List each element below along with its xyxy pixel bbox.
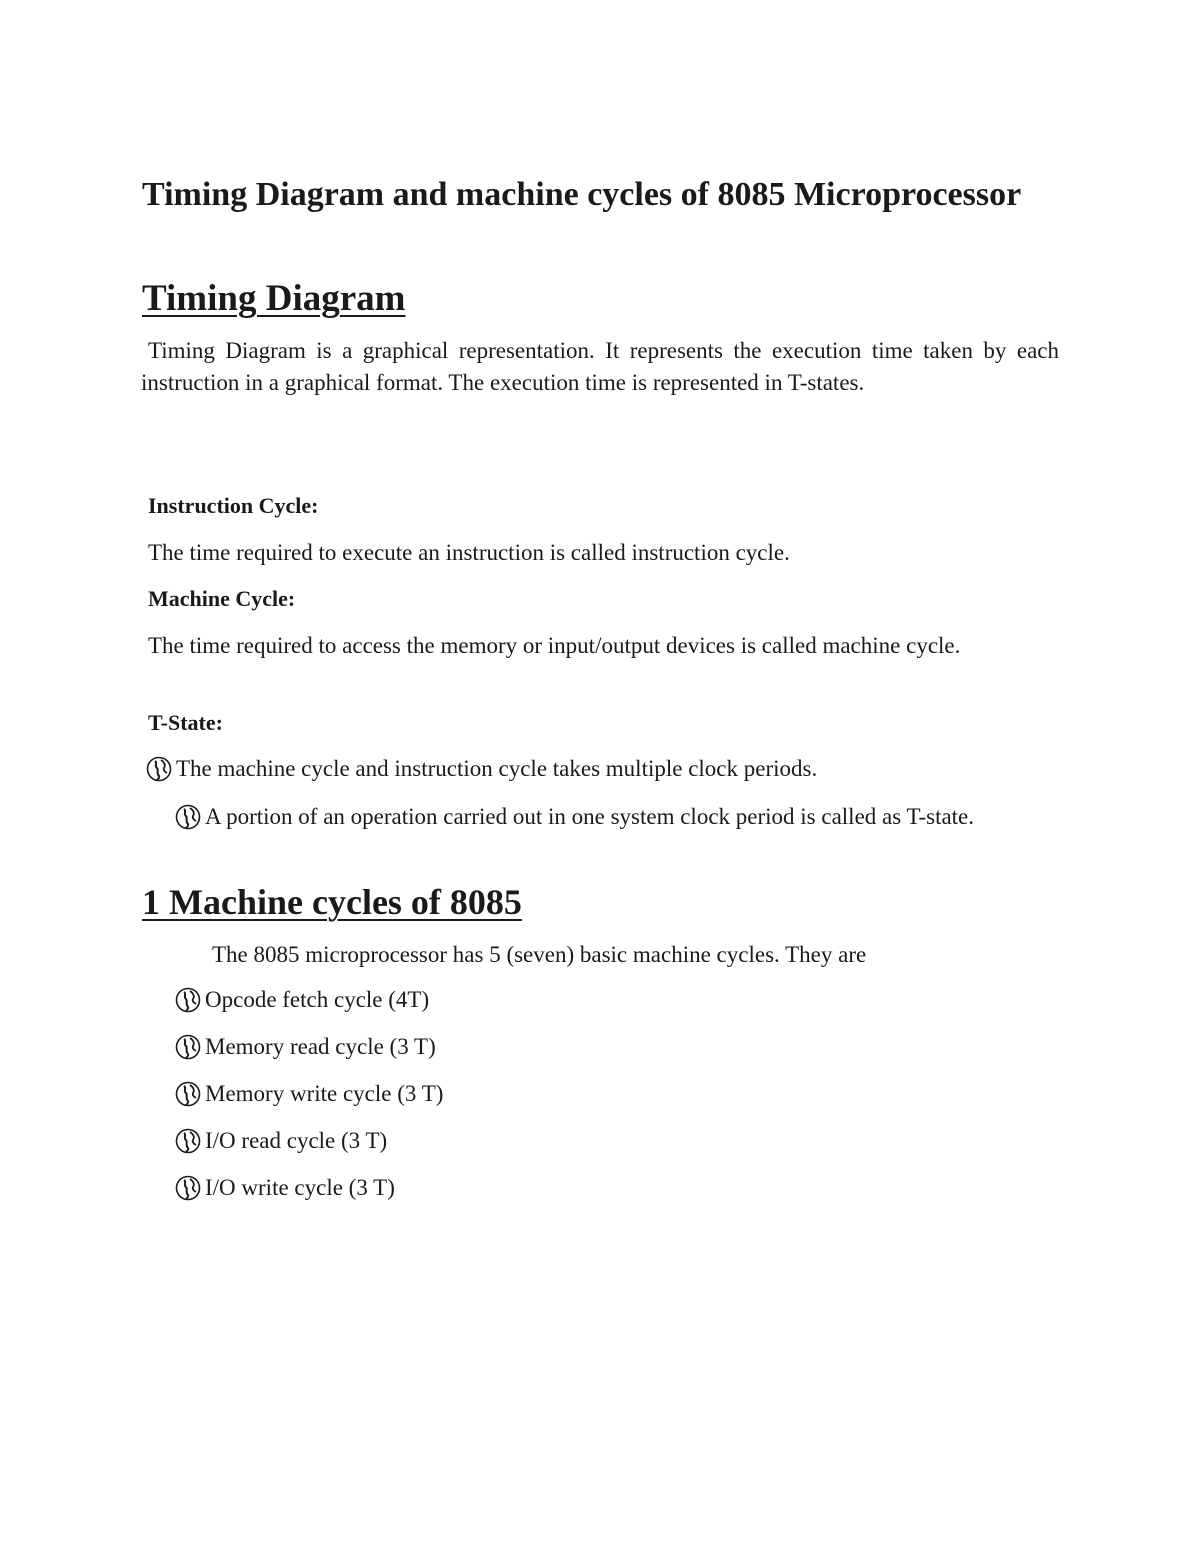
list-item [175, 1172, 443, 1204]
machine-cycle-definition: The time required to access the memory or input/output devices is called machine cycle. [148, 633, 961, 658]
t-state-label: T-State: [148, 710, 223, 735]
t-state-bullet-text: A portion of an operation carried out in one system clock period is called as T-state. [205, 804, 975, 829]
globe-icon [146, 753, 176, 785]
list-item-text: I/O write cycle (3 T) [205, 1175, 395, 1200]
list-item-text: I/O read cycle (3 T) [205, 1128, 388, 1153]
section-heading-timing-diagram: Timing Diagram [142, 278, 406, 319]
instruction-cycle-definition: The time required to execute an instruction is called instruction cycle. [148, 540, 790, 565]
list-item [175, 1031, 443, 1063]
list-item-text: Memory read cycle (3 T) [205, 1034, 436, 1059]
timing-diagram-intro: Timing Diagram is a graphical representation. It represents the execution time taken by each instruction in a graphical format. The execution time is represented in T-states. [141, 338, 1059, 395]
page-title: Timing Diagram and machine cycles of 8085 Microprocessor [142, 176, 1022, 213]
t-state-bullet-text: The machine cycle and instruction cycle takes multiple clock periods. [176, 756, 818, 781]
globe-icon [175, 984, 205, 1016]
instruction-cycle-label: Instruction Cycle: [148, 493, 319, 518]
list-item [175, 1125, 443, 1157]
globe-icon [175, 1078, 205, 1110]
t-state-bullet [146, 753, 1046, 785]
section-heading-machine-cycles: 1 Machine cycles of 8085 [142, 882, 522, 922]
machine-cycle-list [175, 984, 443, 1219]
globe-icon [175, 1172, 205, 1204]
list-item [175, 1078, 443, 1110]
list-item-text: Opcode fetch cycle (4T) [205, 987, 430, 1012]
machine-cycles-intro: The 8085 microprocessor has 5 (seven) basic machine cycles. They are [212, 942, 867, 967]
t-state-bullet [175, 801, 1059, 833]
globe-icon [175, 801, 205, 833]
globe-icon [175, 1125, 205, 1157]
machine-cycle-label: Machine Cycle: [148, 586, 296, 611]
globe-icon [175, 1031, 205, 1063]
list-item-text: Memory write cycle (3 T) [205, 1081, 444, 1106]
list-item [175, 984, 443, 1016]
